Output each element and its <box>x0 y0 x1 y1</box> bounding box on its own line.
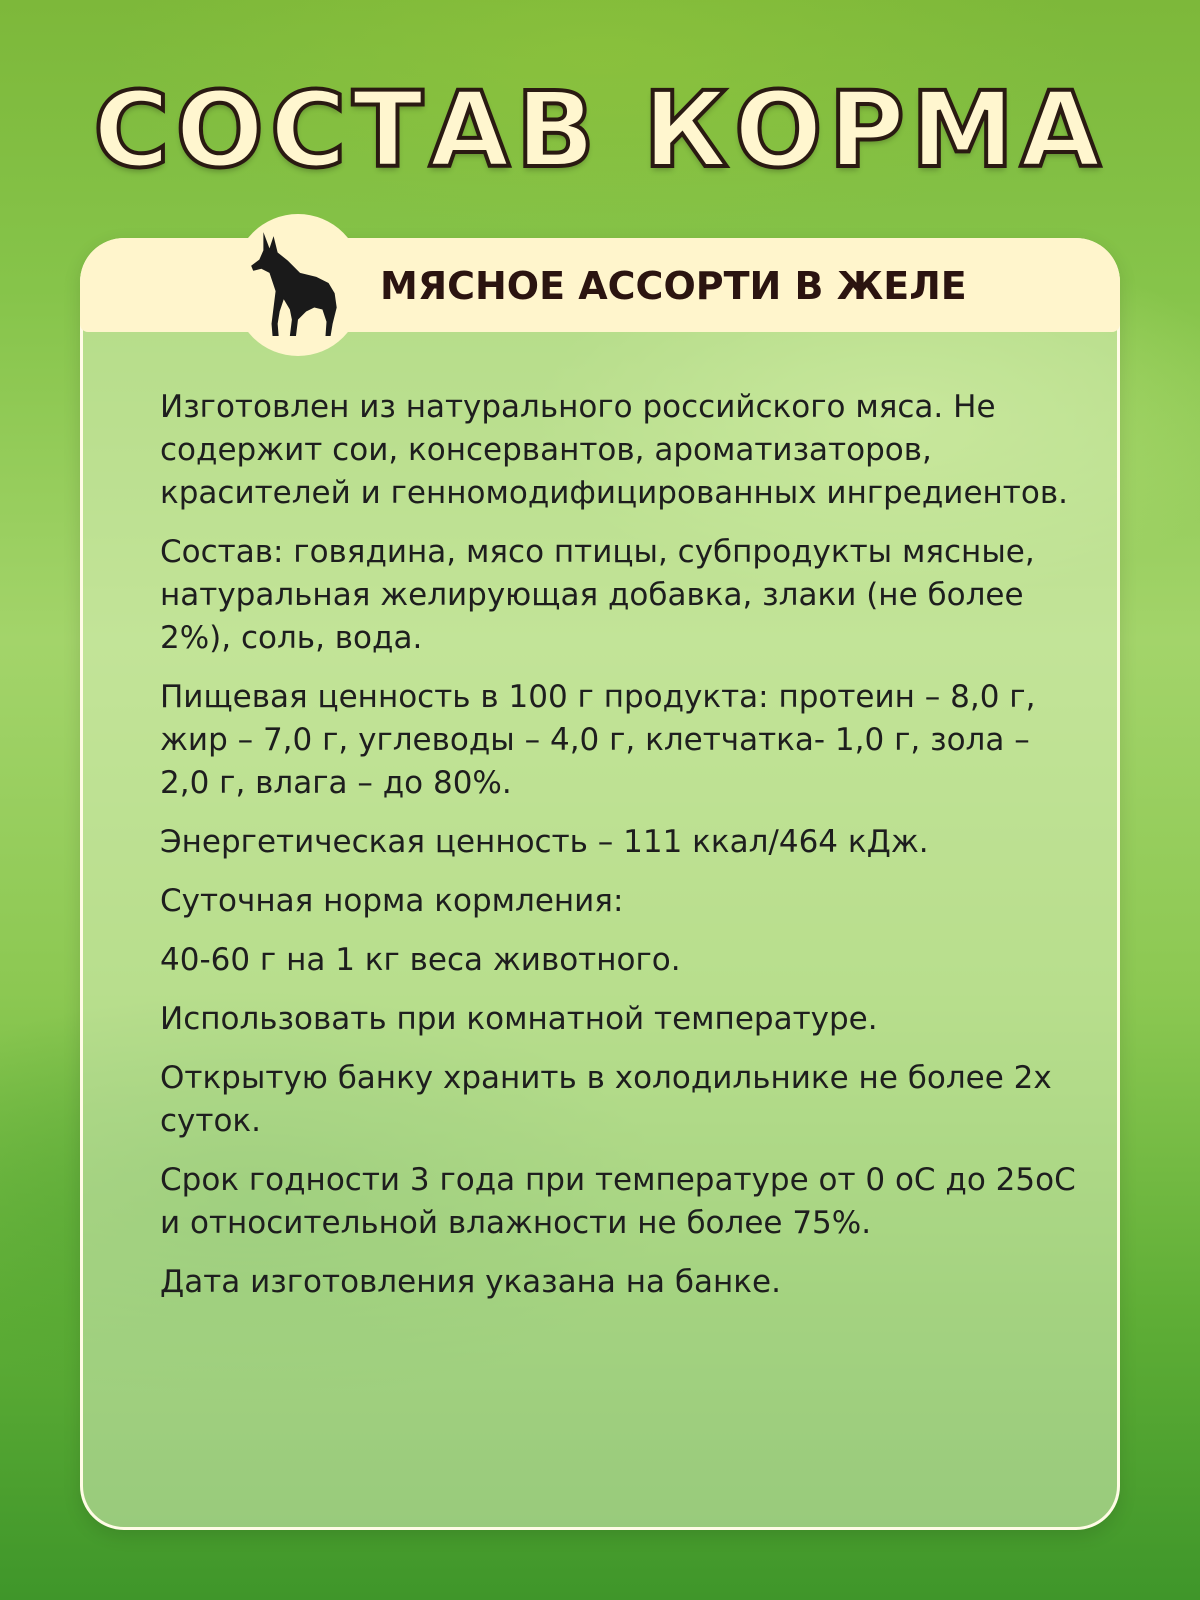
paragraph-storage: Открытую банку хранить в холодильнике не более 2х суток. <box>160 1060 1052 1139</box>
dog-silhouette-icon <box>246 226 350 338</box>
paragraph-energy: Энергетическая ценность – 111 ккал/464 кДж. <box>160 824 929 860</box>
description-text <box>160 386 1080 1320</box>
paragraph-nutrition: Пищевая ценность в 100 г продукта: протеин – 8,0 г, жир – 7,0 г, углеводы – 4,0 г, клетчатка- 1,0 г, зола – 2,0 г, влага – до 80%. <box>160 679 1036 801</box>
paragraph-serving-temp: Использовать при комнатной температуре. <box>160 1001 878 1037</box>
paragraph-manufacture-date: Дата изготовления указана на банке. <box>160 1264 781 1300</box>
product-subtitle: МЯСНОЕ АССОРТИ В ЖЕЛЕ <box>380 264 967 308</box>
paragraph-daily-norm-value: 40-60 г на 1 кг веса животного. <box>160 942 681 978</box>
page-title: СОСТАВ КОРМА <box>93 69 1107 191</box>
paragraph-shelf-life: Срок годности 3 года при температуре от 0 оС до 25оС и относительной влажности не более 75%. <box>160 1162 1076 1241</box>
paragraph-origin: Изготовлен из натурального российского мяса. Не содержит сои, консервантов, ароматизаторов, красителей и генномодифицированных ингредиентов. <box>160 389 1068 511</box>
paragraph-composition: Состав: говядина, мясо птицы, субпродукты мясные, натуральная желирующая добавка, злаки (не более 2%), соль, вода. <box>160 534 1035 656</box>
paragraph-daily-norm-label: Суточная норма кормления: <box>160 883 624 919</box>
